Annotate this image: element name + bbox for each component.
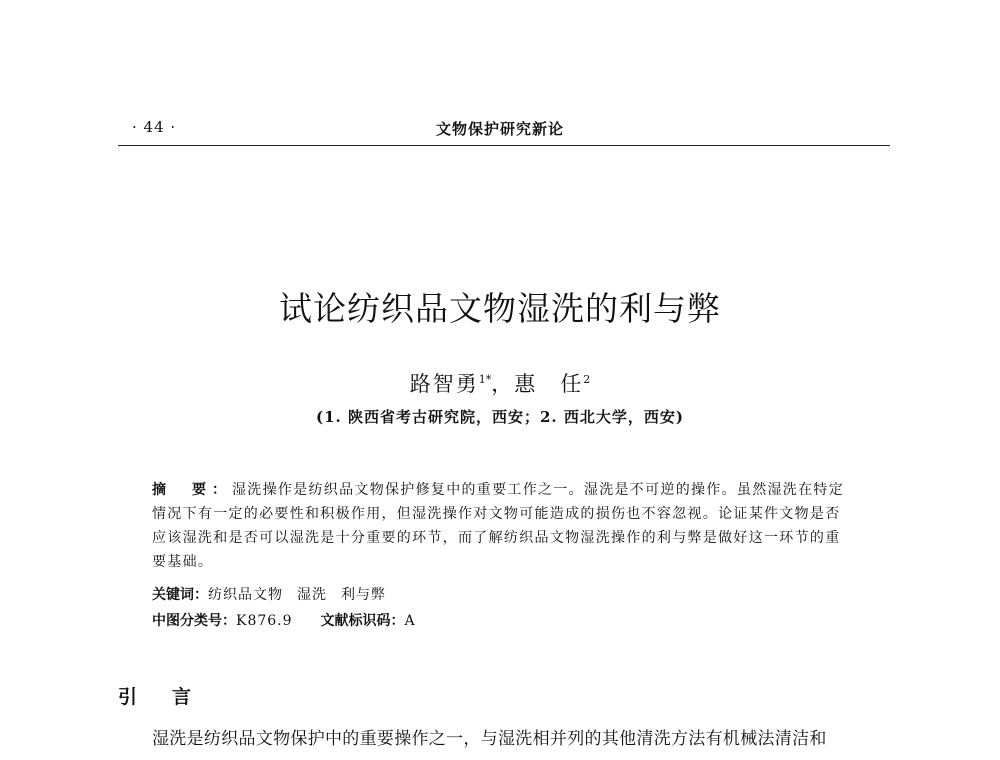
clc-label: 中图分类号：	[152, 613, 236, 629]
body-paragraph: 湿洗是纺织品文物保护中的重要操作之一，与湿洗相并列的其他清洗方法有机械法清洁和	[152, 729, 827, 749]
keyword: 利与弊	[341, 587, 386, 603]
abstract	[152, 478, 852, 574]
doc-code-label: 文献标识码：	[320, 613, 405, 629]
keyword: 纺织品文物	[208, 587, 283, 603]
author-mark: 1*	[478, 373, 492, 386]
abstract-text: 湿洗操作是纺织品文物保护修复中的重要工作之一。湿洗是不可逆的操作。虽然湿洗在特定情况下有一定的必要性和积极作用，但湿洗操作对文物可能造成的损伤也不容忽视。论证某件文物是否应该湿洗和是否可以湿洗是十分重要的环节，而了解纺织品文物湿洗操作的利与弊是做好这一环节的重要基础。	[152, 482, 844, 570]
keywords-label: 关键词：	[152, 587, 208, 603]
paper-title: 试论纺织品文物湿洗的利与弊	[279, 289, 721, 328]
author-line	[0, 368, 1000, 398]
affiliations: (1. 陕西省考古研究院，西安；2. 西北大学，西安)	[316, 408, 684, 426]
clc-value: K876.9	[236, 613, 293, 629]
header-rule	[118, 145, 890, 146]
keyword: 湿洗	[297, 587, 327, 603]
section-heading: 引 言	[118, 686, 200, 708]
classification-line	[152, 610, 416, 630]
keywords	[152, 584, 400, 604]
doc-code-value: A	[404, 613, 416, 629]
author-separator: ，	[491, 372, 515, 396]
author-name: 惠 任	[514, 372, 584, 396]
author-name: 路智勇	[409, 372, 479, 396]
author-mark: 2	[583, 373, 591, 386]
page-number: · 44 ·	[132, 118, 177, 136]
abstract-label: 摘 要：	[152, 482, 232, 498]
running-header: 文物保护研究新论	[435, 120, 564, 138]
